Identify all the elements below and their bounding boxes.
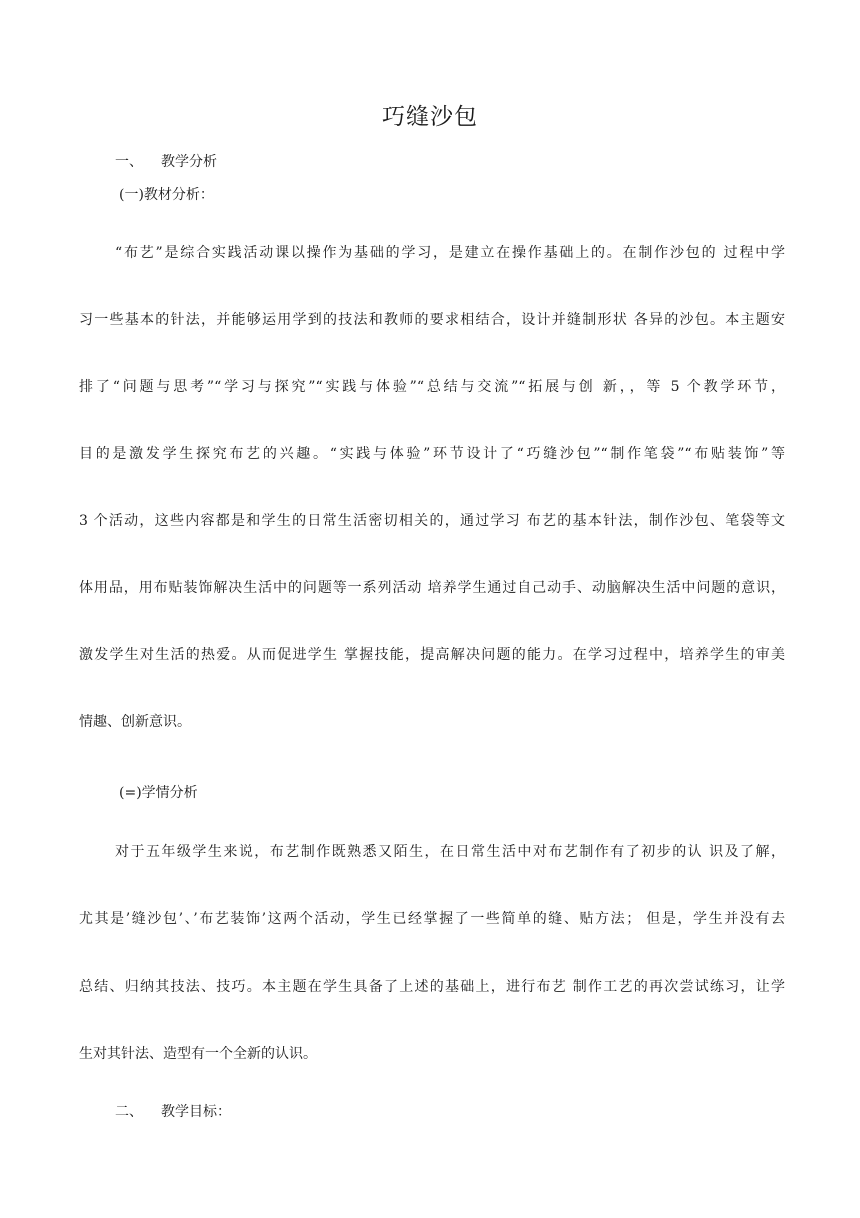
paragraph-line: 排了“问题与思考”“学习与探究”“实践与体验”“总结与交流”“拓展与创 新，，等 5 个教学环节，	[79, 379, 785, 395]
subsection-heading-student-analysis: (=)学情分析	[119, 785, 198, 801]
paragraph-line: 激发学生对生活的热爱。从而促进学生 掌握技能，提高解决问题的能力。在学习过程中，培养学生的审美	[79, 647, 785, 663]
paragraph-line: 3 个活动，这些内容都是和学生的日常生活密切相关的，通过学习 布艺的基本针法，制作沙包、笔袋等文	[79, 513, 785, 529]
section-number: 二、	[115, 1104, 143, 1120]
paragraph-line: 情趣、创新意识。	[79, 714, 191, 730]
section-label: 教学分析	[161, 154, 217, 170]
paragraph-line: 尤其是’缝沙包’、’布艺装饰’这两个活动，学生已经掌握了一些简单的缝、贴方法； 但是，学生并没有去	[79, 911, 785, 927]
section-number: 一、	[115, 154, 143, 170]
paragraph-line: 体用品，用布贴装饰解决生活中的问题等一系列活动 培养学生通过自己动手、动脑解决生活中问题的意识，	[79, 580, 785, 596]
paragraph-line: 生对其针法、造型有一个全新的认识。	[79, 1046, 317, 1062]
paragraph-line: 目的是激发学生探究布艺的兴趣。“实践与体验”环节设计了“巧缝沙包”“制作笔袋”“布贴装饰”等	[79, 446, 785, 462]
document-title: 巧缝沙包	[382, 104, 478, 130]
section-heading-teaching-goals	[115, 1101, 231, 1121]
paragraph-line: 总结、归纳其技法、技巧。本主题在学生具备了上述的基础上，进行布艺 制作工艺的再次尝试练习，让学	[79, 979, 785, 995]
section-label: 教学目标：	[161, 1104, 231, 1120]
paragraph-line: 对于五年级学生来说，布艺制作既熟悉又陌生，在日常生活中对布艺制作有了初步的认 识及了解，	[115, 844, 785, 860]
paragraph-line: “布艺”是综合实践活动课以操作为基础的学习，是建立在操作基础上的。在制作沙包的 过程中学	[115, 245, 785, 261]
subsection-heading-material-analysis: (一)教材分析：	[119, 187, 214, 203]
paragraph-line: 习一些基本的针法，并能够运用学到的技法和教师的要求相结合，设计并缝制形状 各异的沙包。本主题安	[79, 312, 785, 328]
section-heading-teaching-analysis	[115, 151, 217, 171]
